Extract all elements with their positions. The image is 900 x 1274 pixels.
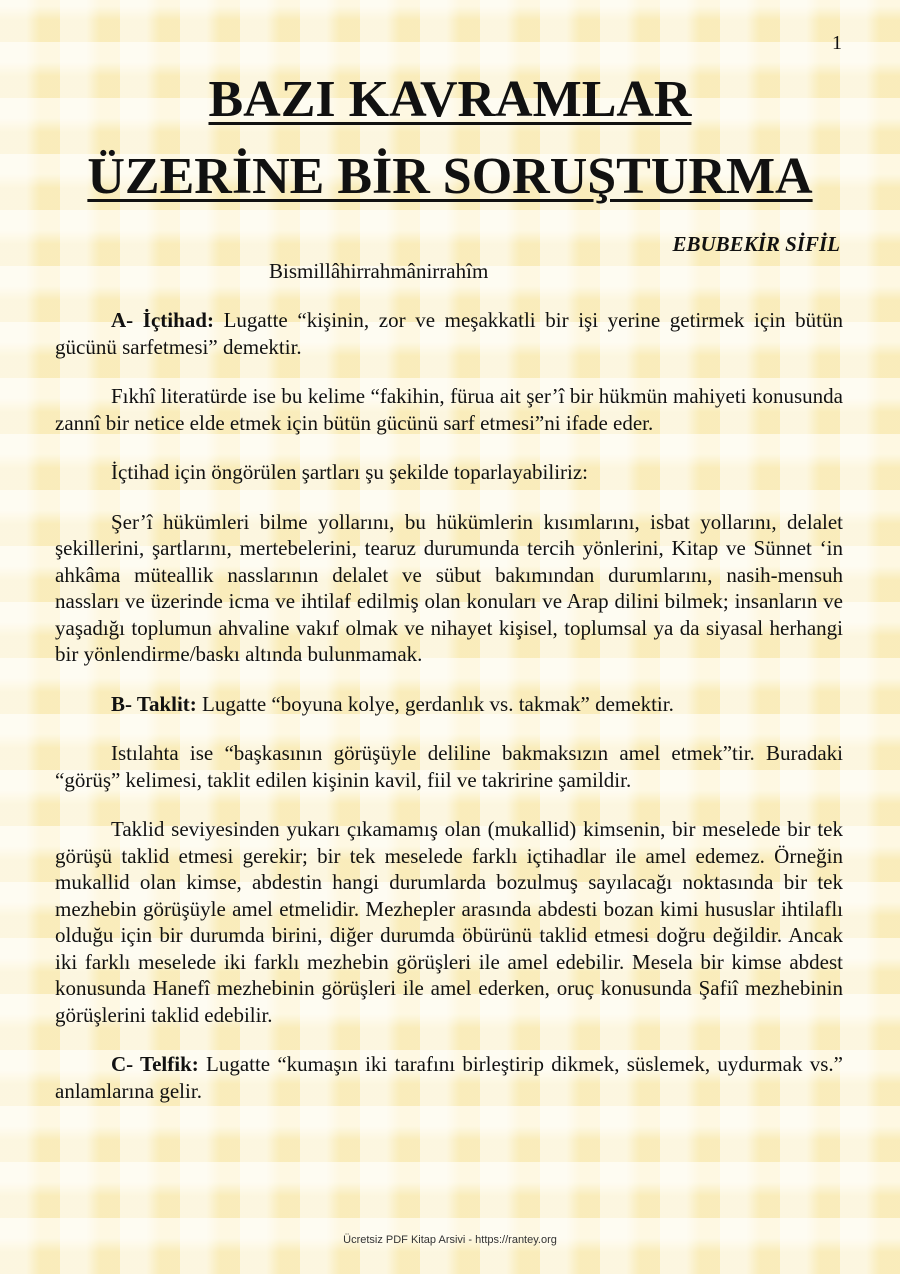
basmala: Bismillâhirrahmânirrahîm <box>269 259 489 283</box>
ictihad-definition: Lugatte “kişinin, zor ve meşakkatli bir işi yerine getirmek için bütün gücünü sarfetmesi” demektir. <box>55 308 843 359</box>
heading-telfik: C- Telfik: <box>111 1052 199 1076</box>
paragraph-fiqh-literature: Fıkhî literatürde ise bu kelime “fakihin, fürua ait şer’î bir hükmün mahiyeti konusunda zannî bir netice elde etmek için bütün gücünü sarf etmesi”ni ifade eder. <box>55 384 843 435</box>
heading-taklit: B- Taklit: <box>111 691 197 716</box>
title-line-1: BAZI KAVRAMLAR <box>208 71 692 128</box>
paragraph-telfik <box>55 1051 843 1104</box>
paragraph-conditions: Şer’î hükümleri bilme yollarını, bu hükümlerin kısımlarını, isbat yollarını, delalet şekillerini, şartlarını, mertebelerini, tearuz durumunda tercih yönlerini, Kitap ve Sünnet ‘in ahkâma müteallik nasslarının delalet ve sübut bakımından durumlarını, nasih-mensuh nassları ve üzerinde icma ve ihtilaf edilmiş olan konuları ve Arap dilini bilmek; insanların ve yaşadığı toplumun ahvaline vakıf olmak ve nihayet kişisel, toplumsal ya da siyasal herhangi bir yönlendirme/baskı altında bulunmamak. <box>55 509 843 666</box>
author-name: EBUBEKİR SİFİL <box>672 232 840 256</box>
telfik-definition: Lugatte “kumaşın iki tarafını birleştirip dikmek, süslemek, uydurmak vs.” anlamlarına gelir. <box>55 1052 843 1103</box>
paragraph-istilah: Istılahta ise “başkasının görüşüyle deliline bakmaksızın amel etmek”tir. Buradaki “görüş” kelimesi, taklit edilen kişinin kavil, fiil ve takririne şamildir. <box>55 741 843 792</box>
taklit-definition: Lugatte “boyuna kolye, gerdanlık vs. takmak” demektir. <box>196 691 674 716</box>
paragraph-taklit <box>55 691 843 718</box>
title-line-2: ÜZERİNE BİR SORUŞTURMA <box>87 148 813 205</box>
paragraph-ictihad <box>55 307 843 360</box>
footer-credit: Ücretsiz PDF Kitap Arsivi - https://rantey.org <box>343 1234 557 1246</box>
document-body <box>55 307 843 1104</box>
page-number: 1 <box>832 32 842 54</box>
heading-ictihad: A- İçtihad: <box>111 308 214 332</box>
paragraph-conditions-intro: İçtihad için öngörülen şartları şu şekilde toparlayabiliriz: <box>111 460 589 484</box>
paragraph-mukallid: Taklid seviyesinden yukarı çıkamamış olan (mukallid) kimsenin, bir meselede bir tek görüşü taklid etmesi gerekir; bir tek meselede farklı içtihadlar ile amel edemez. Örneğin mukallid olan kimse, abdestin hangi durumlarda bozulmuş sayılacağı noktasında bir tek mezhebin görüşüyle amel etmelidir. Mezhepler arasında abdesti bozan kimi hususlar ihtilaflı olduğu için bir durumda birini, diğer durumda öbürünü taklid etmesi doğru değildir. Ancak iki farklı meselede iki farklı mezhebin görüşleri ile amel edebilir. Mesela bir kimse abdest konusunda Hanefî mezhebinin görüşleri ile amel ederken, oruç konusunda Şafiî mezhebinin görüşlerini taklid edebilir. <box>55 817 843 1027</box>
